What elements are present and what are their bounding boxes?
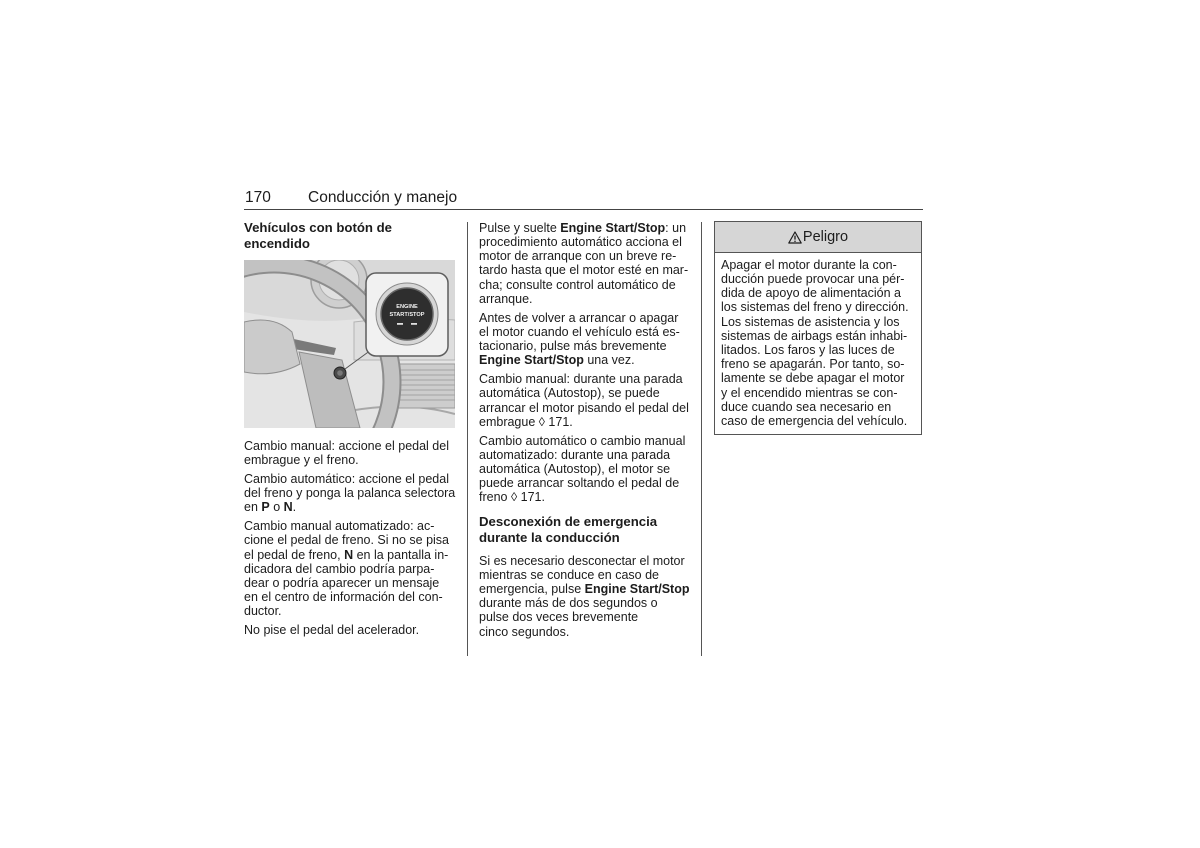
text-line: arranque. bbox=[479, 291, 533, 306]
bold-control-name: P bbox=[261, 500, 270, 515]
page-header bbox=[245, 189, 458, 207]
text-line: No pise el pedal del acelerador. bbox=[244, 623, 420, 638]
text-line: arrancar el motor pisando el pedal del bbox=[479, 400, 689, 415]
text-line: Cambio manual automatizado: ac- bbox=[244, 519, 435, 534]
text-line: Cambio manual: accione el pedal del bbox=[244, 438, 449, 453]
paragraph bbox=[479, 372, 691, 429]
paragraph bbox=[479, 221, 691, 306]
text-line: Engine Start/Stop una vez. bbox=[479, 353, 635, 368]
text-line: en P o N. bbox=[244, 500, 297, 515]
section-heading bbox=[244, 220, 456, 252]
text-line: pulse dos veces brevemente bbox=[479, 610, 639, 625]
text-line: litados. Los faros y las luces de bbox=[721, 343, 895, 358]
text-line: Cambio automático o cambio manual bbox=[479, 433, 686, 448]
column-divider bbox=[701, 222, 702, 656]
text-line: del freno y ponga la palanca selectora bbox=[244, 486, 456, 501]
text-line: dear o podría aparecer un mensaje bbox=[244, 575, 440, 590]
paragraph bbox=[479, 434, 691, 505]
text-line: cha; consulte control automático de bbox=[479, 277, 676, 292]
paragraph bbox=[479, 311, 691, 368]
button-label-line: ENGINE bbox=[396, 304, 418, 310]
text-line: Si es necesario desconectar el motor bbox=[479, 553, 685, 568]
text-line: dida de apoyo de alimentación a bbox=[721, 286, 901, 301]
bold-control-name: Engine Start/Stop bbox=[560, 220, 666, 235]
text-line: lamente se debe apagar el motor bbox=[721, 371, 905, 386]
header-rule bbox=[244, 209, 923, 210]
warning-text bbox=[715, 253, 921, 428]
text-line: automática (Autostop), el motor se bbox=[479, 461, 671, 476]
text-line: procedimiento automático acciona el bbox=[479, 235, 682, 250]
text-line: mientras se conduce en caso de bbox=[479, 567, 659, 582]
paragraph bbox=[244, 623, 456, 637]
text-line: duce cuando sea necesario en bbox=[721, 399, 892, 414]
text-line: embrague y el freno. bbox=[244, 453, 359, 468]
paragraph bbox=[244, 472, 456, 515]
bold-control-name: N bbox=[283, 500, 293, 515]
danger-warning-box bbox=[714, 221, 922, 435]
start-stop-button-inset bbox=[366, 273, 448, 356]
text-line: Antes de volver a arrancar o apagar bbox=[479, 310, 679, 325]
column-2-text-bottom bbox=[479, 554, 691, 639]
text-line: automatizado: durante una parada bbox=[479, 447, 671, 462]
text-line: Los sistemas de asistencia y los bbox=[721, 314, 900, 329]
text-line: freno ◊ 171. bbox=[479, 490, 545, 505]
text-line: motor de arranque con un breve re- bbox=[479, 249, 677, 264]
air-vent bbox=[394, 364, 455, 408]
text-line: durante más de dos segundos o bbox=[479, 596, 658, 611]
text-line: en el centro de información del con- bbox=[244, 590, 443, 605]
text-line: automática (Autostop), se puede bbox=[479, 386, 660, 401]
heading-line: Desconexión de emergencia bbox=[479, 513, 658, 529]
text-line: embrague ◊ 171. bbox=[479, 414, 573, 429]
text-line: cinco segundos. bbox=[479, 624, 570, 639]
heading-line: Vehículos con botón de bbox=[244, 220, 393, 235]
text-line: el pedal de freno, N en la pantalla in- bbox=[244, 547, 449, 562]
text-line: y el encendido mientras se con- bbox=[721, 385, 898, 400]
text-line: tardo hasta que el motor esté en mar- bbox=[479, 263, 689, 278]
text-line: tacionario, pulse más brevemente bbox=[479, 339, 667, 354]
text-line: ducción puede provocar una pér- bbox=[721, 272, 905, 287]
warning-triangle-icon bbox=[788, 231, 802, 244]
heading-line: durante la conducción bbox=[479, 529, 620, 545]
button-label-line: START/STOP bbox=[389, 312, 425, 318]
section-heading bbox=[479, 514, 691, 546]
text-line: puede arrancar soltando el pedal de bbox=[479, 476, 680, 491]
page-number: 170 bbox=[245, 189, 271, 206]
column-2 bbox=[479, 221, 691, 644]
text-line: Cambio automático: accione el pedal bbox=[244, 471, 449, 486]
bold-control-name: Engine Start/Stop bbox=[584, 581, 690, 596]
column-divider bbox=[467, 222, 468, 656]
text-line: ductor. bbox=[244, 604, 282, 619]
column-1 bbox=[244, 220, 456, 642]
text-line: Apagar el motor durante la con- bbox=[721, 257, 897, 272]
warning-header bbox=[715, 222, 921, 253]
text-line: freno se apagarán. Por tanto, so- bbox=[721, 357, 905, 372]
text-line: Cambio manual: durante una parada bbox=[479, 372, 683, 387]
bold-control-name: Engine Start/Stop bbox=[479, 353, 584, 368]
text-line: cione el pedal de freno. Si no se pisa bbox=[244, 533, 449, 548]
text-line: caso de emergencia del vehículo. bbox=[721, 413, 908, 428]
dashboard-illustration bbox=[244, 260, 455, 428]
paragraph bbox=[244, 519, 456, 618]
text-line: dicadora del cambio podría parpa- bbox=[244, 561, 435, 576]
heading-line: encendido bbox=[244, 236, 310, 251]
paragraph bbox=[479, 554, 691, 639]
text-line: los sistemas del freno y dirección. bbox=[721, 300, 909, 315]
text-line: el motor cuando el vehículo está es- bbox=[479, 324, 680, 339]
paragraph bbox=[244, 439, 456, 467]
section-title: Conducción y manejo bbox=[308, 189, 458, 206]
warning-title: Peligro bbox=[802, 229, 849, 245]
column-2-text-top bbox=[479, 221, 691, 505]
text-line: Pulse y suelte Engine Start/Stop: un bbox=[479, 220, 687, 235]
text-line: emergencia, pulse Engine Start/Stop bbox=[479, 581, 690, 596]
bold-control-name: N bbox=[344, 547, 354, 562]
column-1-text bbox=[244, 439, 456, 638]
text-line: sistemas de airbags están inhabi- bbox=[721, 328, 908, 343]
